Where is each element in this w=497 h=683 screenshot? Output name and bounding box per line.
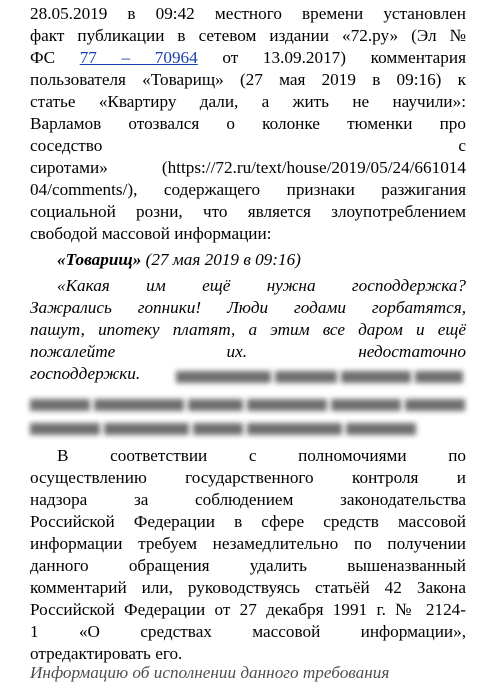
redacted-text xyxy=(30,420,420,440)
text-fragment: ФС xyxy=(30,48,80,67)
redacted-text xyxy=(30,396,469,416)
text-line: данного обращения удалить вышеназванный xyxy=(30,556,466,575)
text-line: Российской Федерации в сфере средств массовой xyxy=(30,512,466,531)
text-line: Российской Федерации от 27 декабря 1991 г. № 2124- xyxy=(30,600,466,619)
comment-header xyxy=(57,250,467,270)
text-line xyxy=(30,136,466,156)
text-line: информации требуем незамедлительно по получении xyxy=(30,534,466,553)
quote-line: пашут, ипотеку платят, а этим все даром и ещё xyxy=(30,320,466,339)
text-line: Варламов отозвался о колонке тюменки про xyxy=(30,114,466,133)
registration-number-link[interactable]: 77 – 70964 xyxy=(79,48,198,67)
text-line: факт публикации в сетевом издании «72.ру» (Эл № xyxy=(30,26,466,45)
text-line: 04/comments/), содержащего признаки разжигания xyxy=(30,180,466,199)
text-line: осуществлению государственного контроля и xyxy=(30,468,466,487)
text-line: надзора за соблюдением законодательства xyxy=(30,490,466,509)
text-line: свободой массовой информации: xyxy=(30,224,272,243)
quote-line: господдержки. xyxy=(30,364,141,383)
text-fragment: от 13.09.2017) комментария xyxy=(197,48,467,67)
text-line: отредактировать его. xyxy=(30,644,183,663)
cut-off-text xyxy=(30,663,466,682)
text-line: 28.05.2019 в 09:42 местного времени установлен xyxy=(30,4,466,23)
text-fragment: соседство xyxy=(30,136,103,155)
quote-line: «Какая им ещё нужна господдержка? xyxy=(57,276,466,295)
text-line: 1 «О средствах массовой информации», xyxy=(30,622,466,641)
text-fragment: с xyxy=(458,136,466,155)
text-line: комментарий или, руководствуясь статьёй 42 Закона xyxy=(30,578,466,597)
text-line: В соответствии с полномочиями по xyxy=(57,446,466,465)
text-line: статье «Квартиру дали, а жить не научили»: xyxy=(30,92,466,111)
comment-author: «Товарищ» xyxy=(57,250,142,269)
text-line: социальной розни, что является злоупотреблением xyxy=(30,202,466,221)
text-fragment: Информацию об исполнении данного требования xyxy=(30,663,390,682)
quote-line: Зажрались гопники! Люди годами горбатятся, xyxy=(30,298,466,317)
quote-line: пожалейте их. недостаточно xyxy=(30,342,466,361)
text-line: сиротами» (https://72.ru/text/house/2019/05/24/661014 xyxy=(30,158,466,177)
text-line xyxy=(30,48,466,68)
redacted-text xyxy=(176,368,467,388)
text-line: пользователя «Товарищ» (27 мая 2019 в 09:16) к xyxy=(30,70,466,89)
comment-date: (27 мая 2019 в 09:16) xyxy=(141,250,301,269)
